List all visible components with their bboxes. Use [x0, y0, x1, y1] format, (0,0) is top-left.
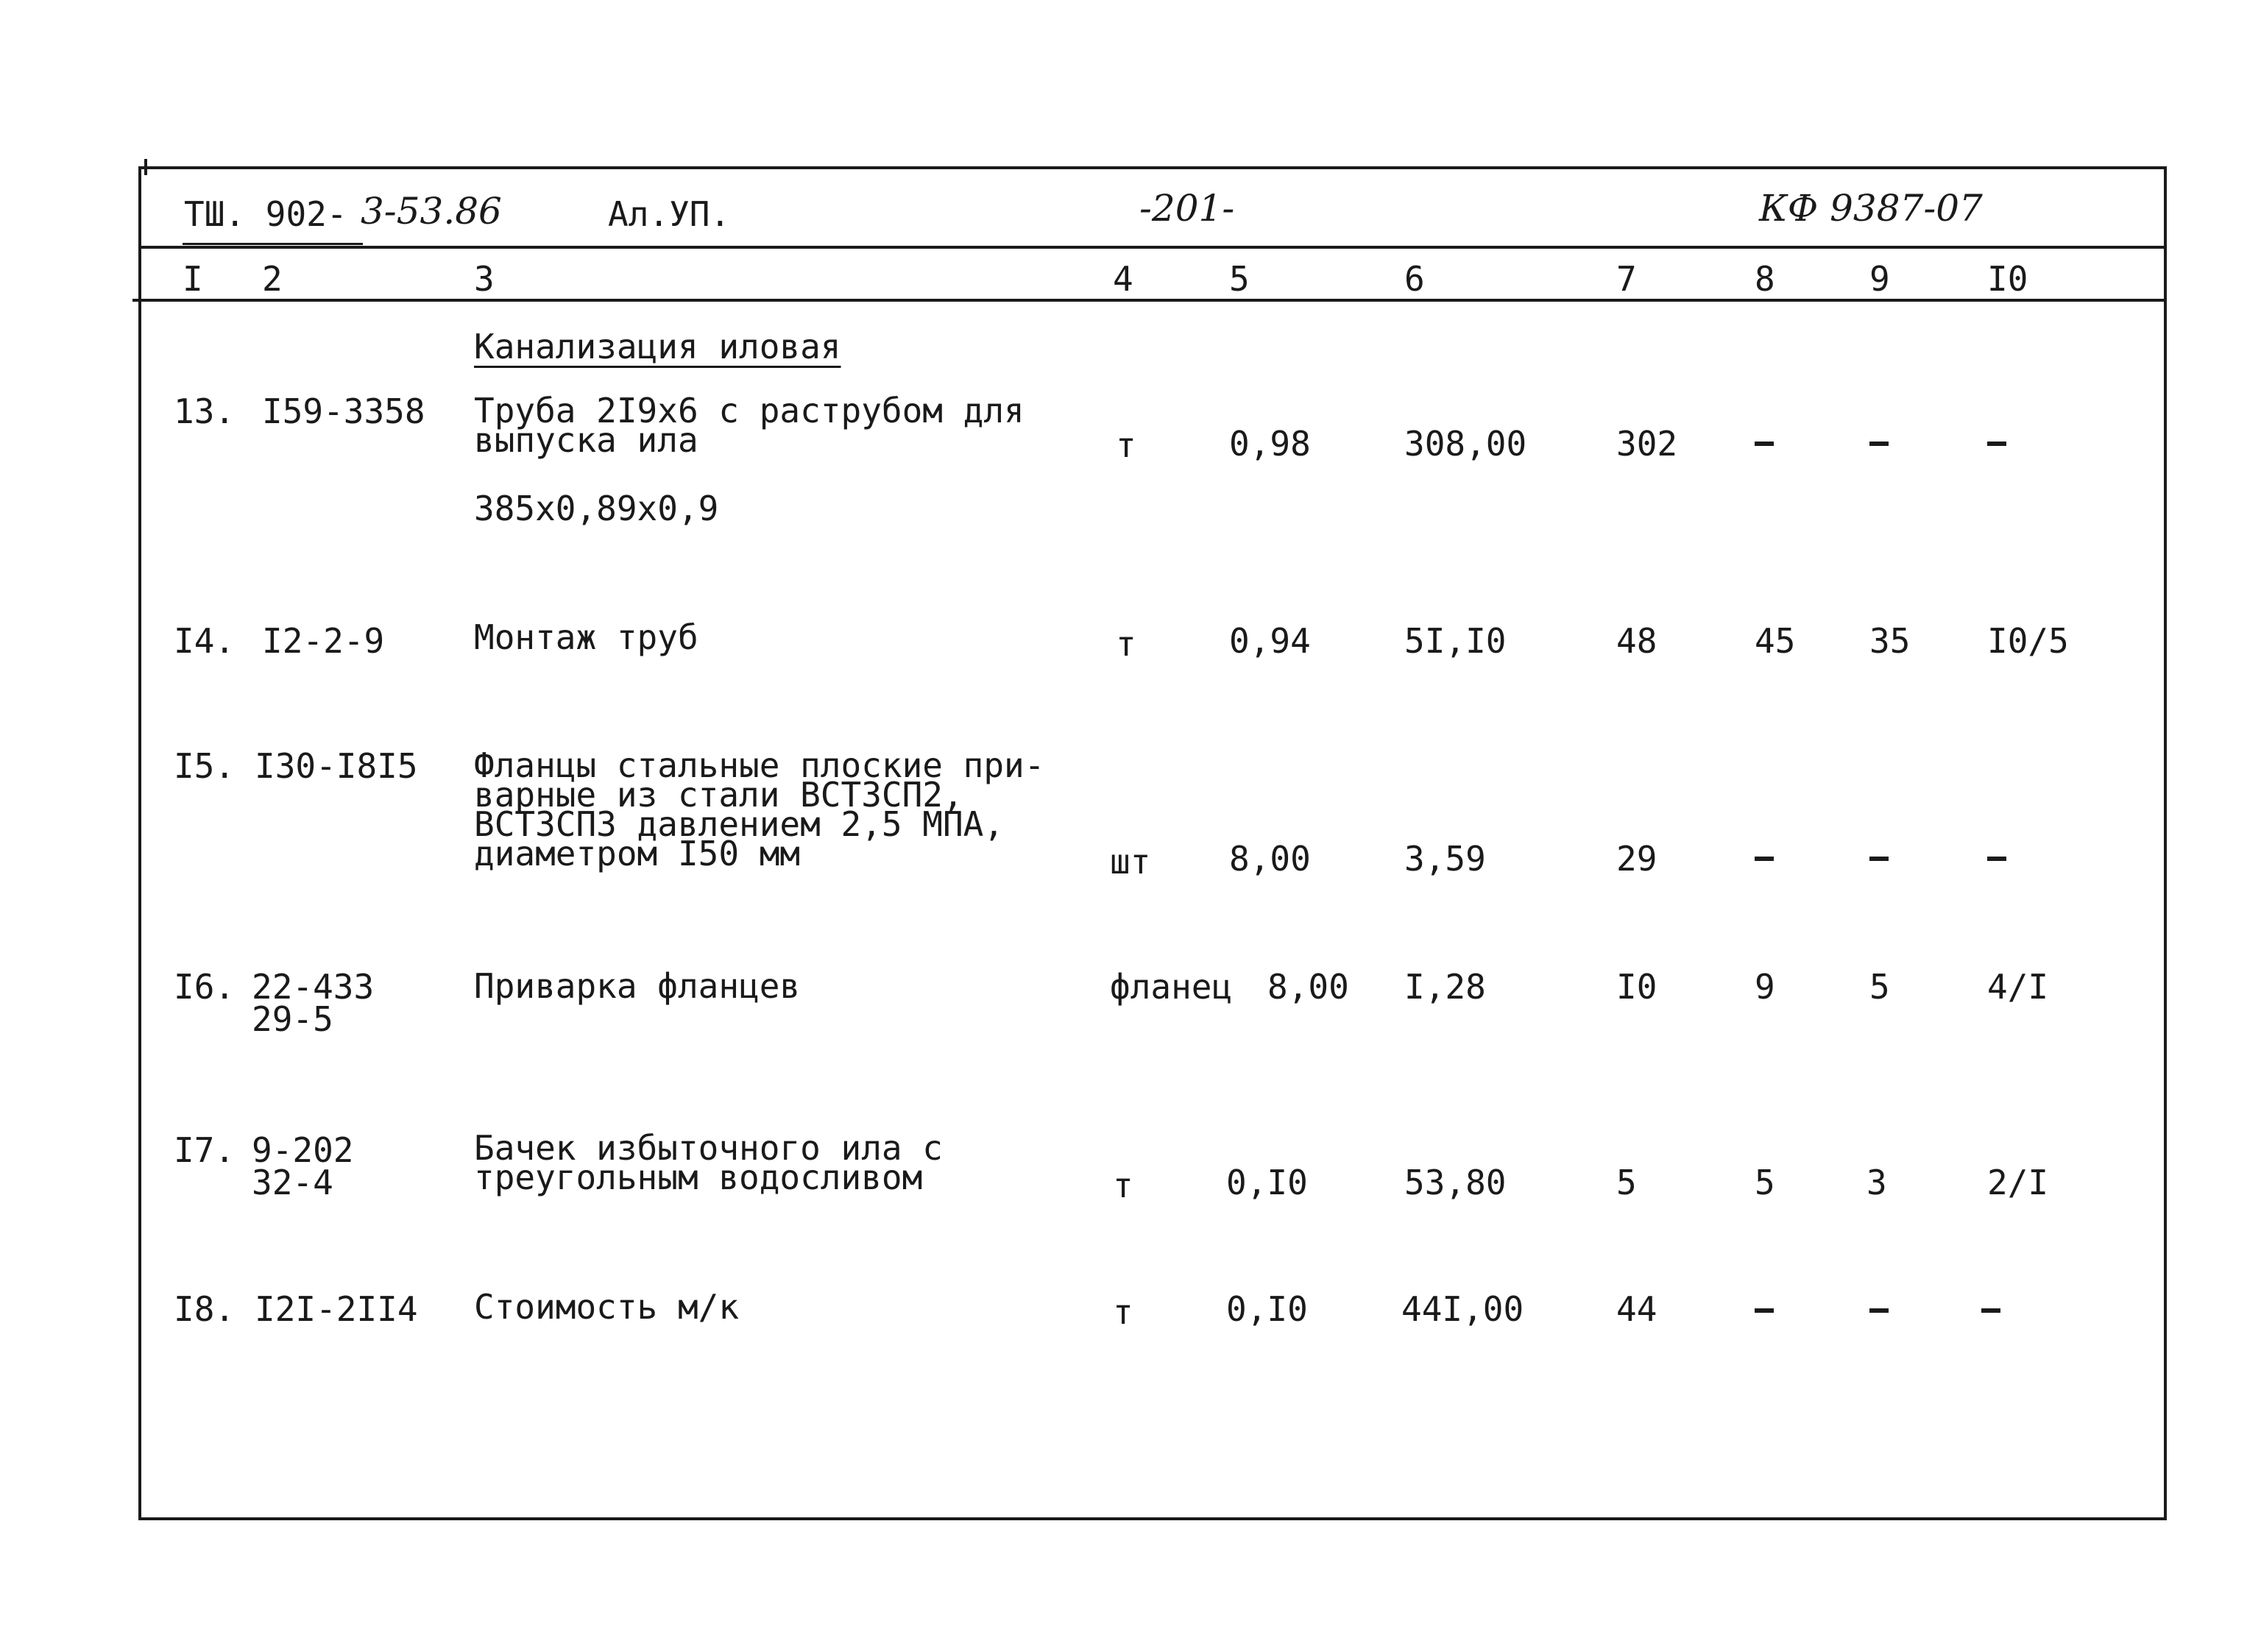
row-number: I6. [174, 967, 236, 1007]
row-unit: т [1113, 1166, 1133, 1205]
row-col10-dash [1987, 442, 2006, 446]
row-col9: 5 [1869, 967, 1890, 1007]
row-code: 22-433 [252, 967, 375, 1007]
row-number: 13. [174, 391, 236, 431]
doc-number: 3-53.86 [361, 190, 502, 233]
row-col8-dash [1755, 857, 1774, 861]
row-unit: шт [1110, 842, 1151, 882]
row-price: 53,80 [1404, 1163, 1507, 1202]
row-number: I8. [174, 1289, 236, 1329]
col-header-10: I0 [1987, 259, 2028, 299]
row-col9-dash [1869, 442, 1889, 446]
row-description-line: Приварка фланцев [474, 966, 801, 1006]
row-number: I4. [174, 621, 236, 661]
row-total: 44 [1616, 1289, 1657, 1329]
row-code: I2-2-9 [262, 621, 385, 661]
row-price: 308,00 [1404, 424, 1527, 464]
row-description-line: Монтаж труб [474, 617, 698, 657]
row-code-secondary: 32-4 [252, 1163, 333, 1202]
row-quantity: 0,94 [1229, 621, 1311, 661]
column-header-rule [132, 299, 2167, 302]
doc-prefix: ТШ. 902- [184, 194, 347, 234]
row-code-secondary: 29-5 [252, 999, 333, 1039]
row-quantity: 0,I0 [1226, 1289, 1308, 1329]
row-col8-dash [1755, 1308, 1774, 1313]
row-unit: т [1116, 425, 1136, 465]
row-col10: 2/I [1987, 1163, 2049, 1202]
row-description-line: выпуска ила [474, 420, 698, 460]
row-col9: 3 [1867, 1163, 1887, 1202]
row-description-line: ВСТ3СП3 давлением 2,5 МПА, [474, 804, 1005, 844]
row-quantity: 0,I0 [1226, 1163, 1308, 1202]
row-description-line: Бачек избыточного ила с [474, 1128, 943, 1168]
title-underline [183, 243, 363, 245]
row-col8: 5 [1755, 1163, 1775, 1202]
row-unit: т [1116, 624, 1136, 664]
row-quantity: 0,98 [1229, 424, 1311, 464]
row-col10: I0/5 [1987, 621, 2069, 661]
header-rule [138, 246, 2167, 249]
row-code: I30-I8I5 [255, 746, 418, 786]
row-price: 3,59 [1404, 839, 1486, 879]
page-frame [138, 166, 2167, 1520]
row-price: 44I,00 [1401, 1289, 1524, 1329]
album-label: Ал.УП. [608, 194, 731, 234]
row-description-line: диаметром I50 мм [474, 834, 801, 873]
row-total: 5 [1616, 1163, 1637, 1202]
row-unit: фланец [1110, 967, 1233, 1007]
row-col8: 45 [1755, 621, 1796, 661]
row-total: 29 [1616, 839, 1657, 879]
row-description-line: Труба 2I9х6 с раструбом для [474, 391, 1025, 430]
frame-corner-tick [144, 159, 147, 175]
document-code: КФ 9387-07 [1759, 187, 1983, 230]
col-header-3: 3 [474, 259, 495, 299]
row-quantity: 8,00 [1229, 839, 1311, 879]
row-code: I2I-2II4 [255, 1289, 418, 1329]
row-description-line: Стоимость м/к [474, 1287, 740, 1327]
row-col9: 35 [1869, 621, 1911, 661]
row-description-extra: 385х0,89х0,9 [474, 489, 719, 528]
row-total: I0 [1616, 967, 1657, 1007]
row-total: 48 [1616, 621, 1657, 661]
page-number: -201- [1139, 187, 1235, 230]
col-header-8: 8 [1755, 259, 1775, 299]
row-unit: т [1113, 1292, 1133, 1332]
row-description-line: варные из стали ВСТ3СП2, [474, 775, 963, 815]
row-col8-dash [1755, 442, 1774, 446]
row-code: 9-202 [252, 1130, 354, 1170]
row-number: I5. [174, 746, 236, 786]
row-total: 302 [1616, 424, 1678, 464]
col-header-1: I [183, 259, 203, 299]
row-col9-dash [1869, 857, 1889, 861]
row-description-line: треугольным водосливом [474, 1158, 923, 1197]
row-col10: 4/I [1987, 967, 2049, 1007]
row-description-line: Фланцы стальные плоские при- [474, 745, 1045, 785]
row-code: I59-3358 [262, 391, 425, 431]
row-col9-dash [1869, 1308, 1889, 1313]
col-header-9: 9 [1869, 259, 1890, 299]
col-header-2: 2 [262, 259, 283, 299]
row-col10-dash [1987, 857, 2006, 861]
row-price: 5I,I0 [1404, 621, 1507, 661]
section-title: Канализация иловая [474, 327, 841, 366]
row-price: I,28 [1404, 967, 1486, 1007]
row-col10-dash [1981, 1308, 2000, 1313]
row-number: I7. [174, 1130, 236, 1170]
col-header-4: 4 [1113, 259, 1133, 299]
row-quantity: 8,00 [1267, 967, 1349, 1007]
row-col8: 9 [1755, 967, 1775, 1007]
col-header-6: 6 [1404, 259, 1425, 299]
col-header-5: 5 [1229, 259, 1250, 299]
col-header-7: 7 [1616, 259, 1637, 299]
